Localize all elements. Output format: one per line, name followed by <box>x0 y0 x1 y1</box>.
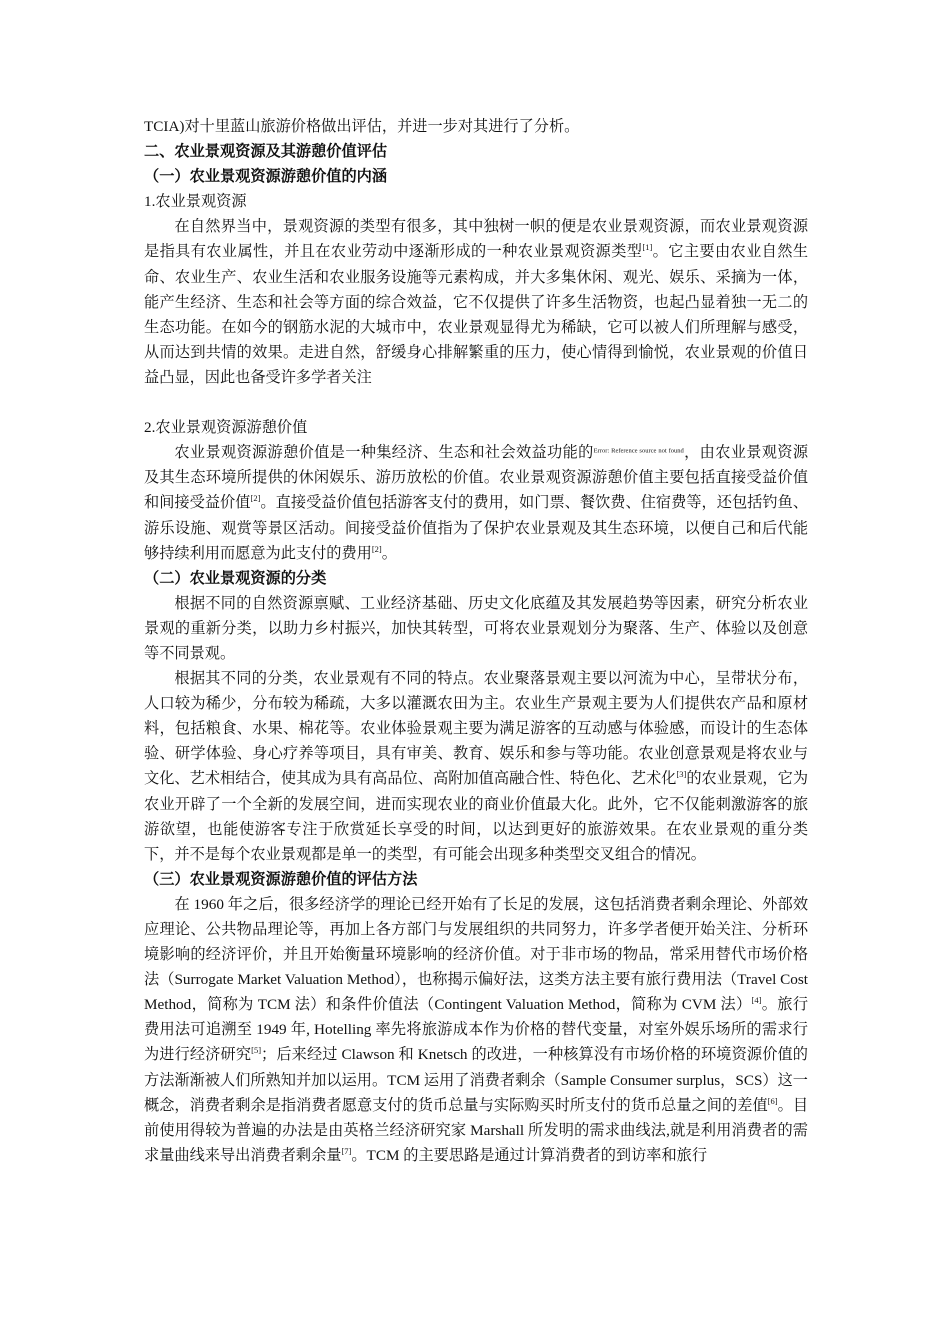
subsection-heading-2: （二）农业景观资源的分类 <box>144 569 327 587</box>
text: 在 1960 年之后，很多经济学的理论已经开始有了长足的发展，这包括消费者剩余理论、外部效应理论、公共物品理论等，再加上各方部门与发展组织的共同努力，许多学者便开始关注、分析环境影响的经济评价，并且开始衡量环境影响的经济价值。对于非市场的物品，常采用替代市场价格法（Surrogate Market Valuation Method），也称揭示偏好法，这类方法主要有旅行费用法（Travel Cost Method，简称为 TCM 法）和条件价值法（Contingent Valuation Method，简称为 CVM 法） <box>144 895 808 1014</box>
paragraph-characteristics <box>144 666 808 867</box>
paragraph-valuation-methods <box>144 892 808 1168</box>
text: 。目前使用得较为普遍的办法是由英格兰经济研究家 Marshall 所发明的需求曲线法,就是利用消费者的需求量曲线来导出消费者剩余量 <box>144 1096 809 1164</box>
intro-paragraph-tail: TCIA)对十里蓝山旅游价格做出评估，并进一步对其进行了分析。 <box>144 118 580 135</box>
subsection-heading-1: （一）农业景观资源游憩价值的内涵 <box>144 168 387 186</box>
paragraph-landscape-resources <box>144 214 808 390</box>
text: ，由农业景观资源及其生态环境所提供的休闲娱乐、游历放松的价值。农业景观资源游憩价值主要包括直接受益价值和间接受益价值 <box>144 444 809 512</box>
subsection-heading-3: （三）农业景观资源游憩价值的评估方法 <box>144 870 418 888</box>
citation-error: Error: Reference source not found <box>593 447 684 455</box>
text: 根据其不同的分类，农业景观有不同的特点。农业聚落景观主要以河流为中心，呈带状分布，人口较为稀少，分布较为稀疏，大多以灌溉农田为主。农业生产景观主要为人们提供农产品和原材料，包括粮食、水果、棉花等。农业体验景观主要为满足游客的互动感与体验感，而设计的生态体验、研学体验、身心疗养等项目，具有审美、教育、娱乐和参与等功能。农业创意景观是将农业与文化、艺术相结合，使其成为具有高品位、高附加值高融合性、特色化、艺术化 <box>144 670 808 788</box>
text: 。 <box>381 544 397 562</box>
paragraph-classification: 根据不同的自然资源禀赋、工业经济基础、历史文化底蕴及其发展趋势等因素，研究分析农业景观的重新分类，以助力乡村振兴，加快其转型，可将农业景观划分为聚落、生产、体验以及创意等不同景观。 <box>144 594 808 662</box>
text: 。旅行费用法可追溯至 1949 年, Hotelling 率先将旅游成本作为价格的替代变量，对室外娱乐场所的需求行为进行经济研究 <box>144 996 809 1064</box>
citation[interactable]: [2] <box>371 543 382 554</box>
text: ；后来经过 Clawson 和 Knetsch 的改进，一种核算没有市场价格的环境资源价值的方法渐渐被人们所熟知并加以运用。TCM 运用了消费者剩余（Sample Consumer surplus，SCS）这一概念，消费者剩余是指消费者愿意支付的货币总量与实际购买时所支付的货币总量之间的差值 <box>144 1046 808 1114</box>
section-heading-2: 二、农业景观资源及其游憩价值评估 <box>144 143 387 161</box>
text: 在自然界当中，景观资源的类型有很多，其中独树一帜的便是农业景观资源，而农业景观资源是指具有农业属性，并且在农业劳动中逐渐形成的一种农业景观资源类型 <box>144 218 808 261</box>
text: 。TCM 的主要思路是通过计算消费者的到访率和旅行 <box>351 1146 708 1164</box>
text: 。直接受益价值包括游客支付的费用，如门票、餐饮费、住宿费等，还包括钓鱼、游乐设施、观赏等景区活动。间接受益价值指为了保护农业景观及其生态环境，以便自己和后代能够持续利用而愿意为此支付的费用 <box>144 494 809 562</box>
citation[interactable]: [5] <box>251 1045 262 1056</box>
citation[interactable]: [2] <box>250 493 261 504</box>
text: 。它主要由农业自然生命、农业生产、农业生活和农业服务设施等元素构成，并大多集休闲、观光、娱乐、采摘为一体，能产生经济、生态和社会等方面的综合效益，它不仅提供了许多生活物资，也起凸显着独一无二的生态功能。在如今的钢筋水泥的大城市中，农业景观显得尤为稀缺，它可以被人们所理解与感受，从而达到共情的效果。走进自然，舒缓身心排解繁重的压力，使心情得到愉悦，农业景观的价值日益凸显，因此也备受许多学者关注 <box>144 243 809 386</box>
item-heading-1: 1.农业景观资源 <box>144 193 247 211</box>
citation[interactable]: [7] <box>341 1145 352 1156</box>
citation[interactable]: [6] <box>767 1095 778 1106</box>
document-page <box>144 114 808 1168</box>
text: 的农业景观，它为农业开辟了一个全新的发展空间，进而实现农业的商业价值最大化。此外，它不仅能刺激游客的旅游欲望，也能使游客专注于欣赏延长享受的时间，以达到更好的旅游效果。在农业景观的重分类下，并不是每个农业景观都是单一的类型，有可能会出现多种类型交叉组合的情况。 <box>144 770 809 863</box>
citation[interactable]: [3] <box>676 769 687 780</box>
text: 农业景观资源游憩价值是一种集经济、生态和社会效益功能的 <box>174 444 594 462</box>
blank-line <box>144 390 808 415</box>
citation[interactable]: [1] <box>642 242 653 253</box>
citation[interactable]: [4] <box>751 995 762 1006</box>
item-heading-2: 2.农业景观资源游憩价值 <box>144 419 308 437</box>
paragraph-recreation-value <box>144 440 808 565</box>
